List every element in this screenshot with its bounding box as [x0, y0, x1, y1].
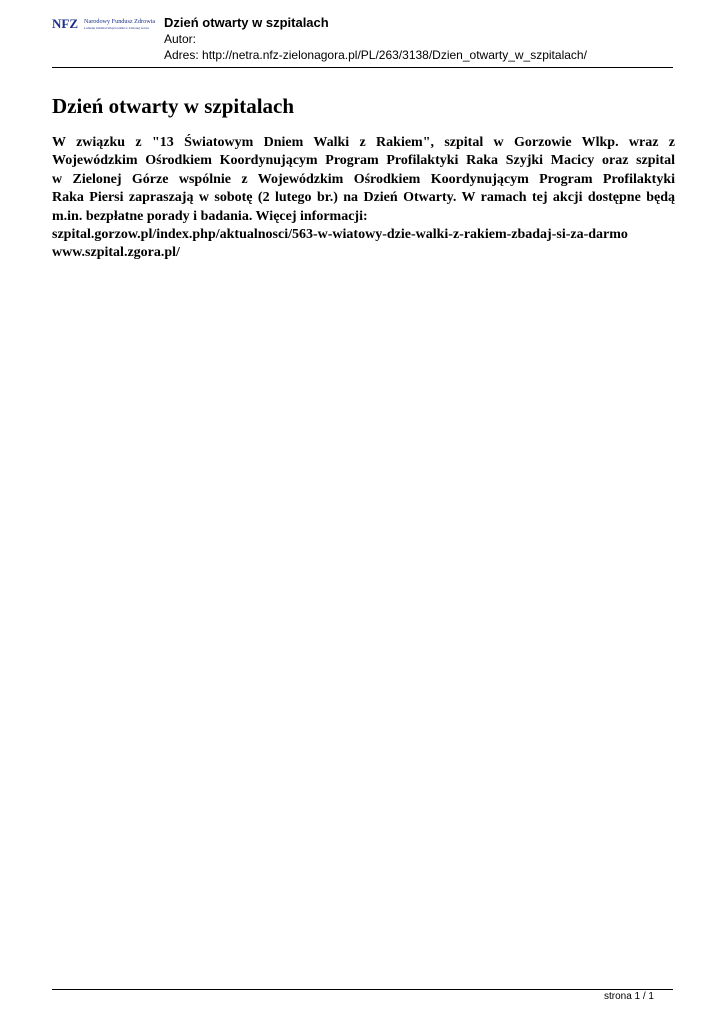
article-title: Dzień otwarty w szpitalach — [52, 94, 295, 118]
page-number: strona 1 / 1 — [603, 991, 654, 1002]
logo-branch: Lubuski Oddział Wojewódzki w Zielonej Górze — [84, 26, 150, 30]
article-link[interactable]: szpital.gorzow.pl/index.php/aktualnosci/563-w-wiatowy-dzie-walki-z-rakiem-zbadaj-si-za-darmo — [52, 227, 628, 243]
footer-divider — [52, 989, 673, 990]
header-address: Adres: http://netra.nfz-zielonagora.pl/PL/263/3138/Dzien_otwarty_w_szpitalach/ — [164, 48, 587, 62]
logo-acronym: NFZ — [52, 16, 78, 31]
article-line: Raka Piersi zapraszają w sobotę (2 lutego br.) na Dzień Otwarty. W ramach tej akcji dostępne będą — [52, 190, 675, 206]
nfz-logo — [52, 16, 162, 32]
header-author: Autor: — [164, 32, 197, 46]
header-divider — [52, 67, 673, 68]
article-line: W związku z "13 Światowym Dniem Walki z Rakiem", szpital w Gorzowie Wlkp. wraz z — [52, 135, 675, 150]
article-line: m.in. bezpłatne porady i badania. Więcej informacji: — [52, 208, 368, 224]
header-text — [164, 14, 587, 63]
article-line: Wojewódzkim Ośrodkiem Koordynującym Program Profilaktyki Raka Szyjki Macicy oraz szpital — [52, 153, 675, 169]
document-header — [52, 14, 673, 66]
logo-name: Narodowy Fundusz Zdrowia — [84, 18, 156, 25]
article-body — [52, 134, 675, 263]
article-link[interactable]: www.szpital.zgora.pl/ — [52, 245, 180, 261]
article-line: w Zielonej Górze wspólnie z Wojewódzkim Ośrodkiem Koordynującym Program Profilaktyki — [52, 171, 675, 187]
header-title: Dzień otwarty w szpitalach — [164, 15, 329, 30]
